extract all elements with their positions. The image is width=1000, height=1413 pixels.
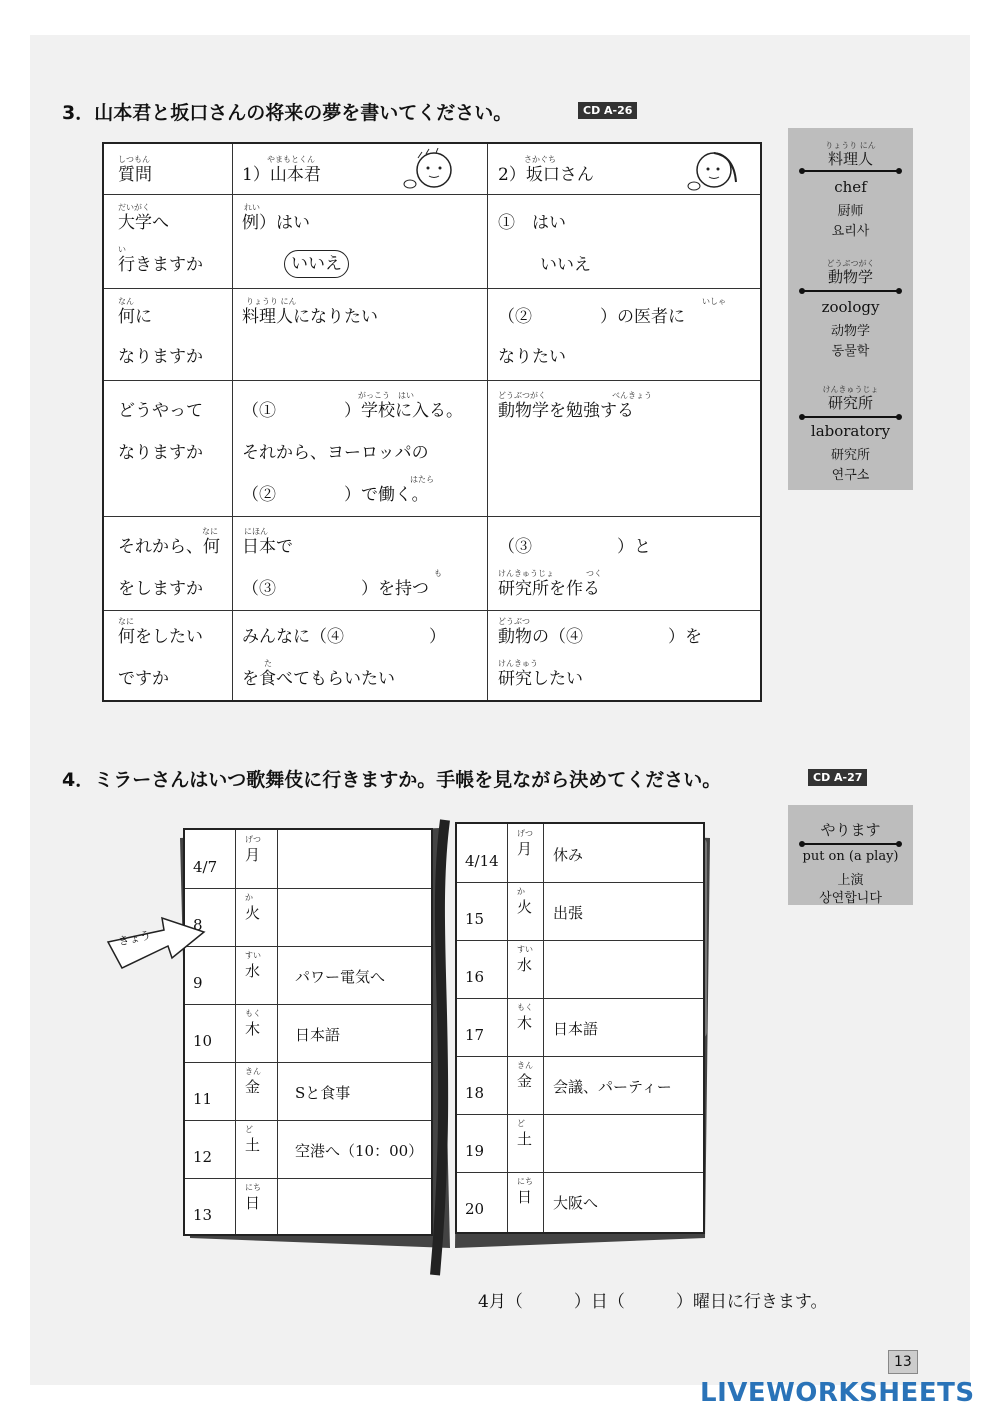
row5-question-line2: ですか (118, 669, 169, 689)
row2-question-line2: なりますか (118, 347, 203, 367)
cd-track-badge: CD A-26 (578, 102, 637, 119)
planner-weekday: 月 (245, 846, 261, 864)
planner-date: 17 (465, 1026, 485, 1044)
planner-day-ruby: すい (517, 945, 533, 954)
row3-sakaguchi-answer: 動物学を勉強する (498, 401, 634, 421)
planner-weekday: 月 (517, 840, 533, 858)
planner-note: 大阪へ (553, 1194, 599, 1212)
row5-yamamoto-blank[interactable]: みんなに（④ ） (242, 627, 446, 647)
planner-weekday: 水 (245, 962, 261, 980)
row4-yamamoto-blank[interactable]: （③ ）を持つ (242, 579, 429, 599)
row5-sakaguchi-blank[interactable]: 動物の（④ ）を (498, 627, 702, 647)
planner-date: 18 (465, 1084, 485, 1102)
row2-sakaguchi-line2: なりたい (498, 347, 566, 367)
row5-question-line1: 何をしたい (118, 627, 203, 647)
planner-left-page (183, 828, 433, 1236)
planner-date: 4/7 (193, 858, 218, 876)
row4-sakaguchi-line2: 研究所を作る (498, 579, 600, 599)
planner-day-ruby: ど (517, 1119, 525, 1128)
row1-sakaguchi-option-iie[interactable]: いいえ (540, 255, 591, 275)
row2-sakaguchi-blank[interactable]: （② ）の医者に (498, 307, 685, 327)
planner-weekday: 木 (245, 1020, 261, 1038)
planner-day-ruby: すい (245, 951, 261, 960)
row5-sakaguchi-line2: 研究したい (498, 669, 583, 689)
boy-face-icon (396, 148, 478, 194)
planner-date: 12 (193, 1148, 213, 1166)
planner-date: 4/14 (465, 852, 499, 870)
planner-note: 出張 (553, 904, 584, 922)
planner-day-ruby: もく (517, 1003, 533, 1012)
vocab-word-chef: 料理人 (827, 150, 873, 168)
vocab-sidebar-2: やります put on (a play) 上演 상연합니다 (788, 805, 913, 905)
planner-note: Sと食事 (295, 1084, 351, 1102)
planner-note: パワー電気へ (295, 968, 386, 986)
header-yamamoto: 1）山本君 (242, 165, 321, 185)
row3-yamamoto-blank-2[interactable]: （② ）で働く。 (242, 485, 429, 505)
today-label: きょう (117, 928, 153, 949)
planner-weekday: 日 (245, 1194, 261, 1212)
planner-day-ruby: か (517, 887, 525, 896)
planner-note: 空港へ（10：00） (295, 1142, 424, 1160)
planner-day-ruby: きん (245, 1067, 261, 1076)
row3-yamamoto-line2: それから、ヨーロッパの (242, 443, 429, 463)
planner-day-ruby: きん (517, 1061, 533, 1070)
row1-question-line2: 行きますか (118, 255, 203, 275)
planner-weekday: 火 (245, 904, 261, 922)
planner-day-ruby: にち (245, 1183, 261, 1192)
vocab-word-zoology: 動物学 (827, 268, 873, 286)
row3-question-line1: どうやって (118, 401, 203, 421)
row1-sakaguchi-option-hai[interactable]: ① はい (498, 213, 566, 233)
planner-day-ruby: にち (517, 1177, 533, 1186)
row4-yamamoto-line1: 日本で (242, 537, 293, 557)
row5-yamamoto-line2: を食べてもらいたい (242, 669, 395, 689)
row4-question-line2: をしますか (118, 579, 203, 599)
planner-date: 13 (193, 1206, 213, 1224)
planner-day-ruby: か (245, 893, 253, 902)
planner-day-ruby: げつ (517, 829, 533, 838)
planner-date: 16 (465, 968, 485, 986)
planner-day-ruby: げつ (245, 835, 261, 844)
planner-date: 15 (465, 910, 485, 928)
question-3-title: 3．山本君と坂口さんの将来の夢を書いてください。 (62, 102, 513, 124)
planner-date: 9 (193, 974, 203, 992)
vocab-sidebar: りょうり にん 料理人 chef 厨师 요리사 どうぶつがく 動物学 zoology 动物学 동물학 けんきゅうじょ 研究所 laboratory 研究所 연구소 (788, 128, 913, 490)
row3-yamamoto-blank-1[interactable]: （① ）学校に入る。 (242, 401, 463, 421)
question-4-title: 4．ミラーさんはいつ歌舞伎に行きますか。手帳を見ながら決めてください。 (62, 769, 722, 791)
planner-weekday: 土 (517, 1130, 533, 1148)
planner-right-page (455, 822, 705, 1234)
girl-face-icon (674, 148, 756, 194)
planner-weekday: 金 (517, 1072, 533, 1090)
header-sakaguchi: 2）坂口さん (498, 165, 594, 185)
planner-note: 日本語 (553, 1020, 599, 1038)
planner-note: 日本語 (295, 1026, 341, 1044)
planner-day-ruby: もく (245, 1009, 261, 1018)
page-number: 13 (888, 1350, 918, 1374)
planner-note: 会議、パーティー (553, 1078, 672, 1096)
planner-date: 19 (465, 1142, 485, 1160)
liveworksheets-logo: LIVEWORKSHEETS (700, 1378, 975, 1408)
planner-date: 8 (193, 916, 203, 934)
row3-question-line2: なりますか (118, 443, 203, 463)
planner-weekday: 金 (245, 1078, 261, 1096)
planner-weekday: 火 (517, 898, 533, 916)
header-question: 質問 (118, 165, 152, 185)
row2-question-line1: 何に (118, 307, 152, 327)
planner-weekday: 土 (245, 1136, 261, 1154)
planner-date: 11 (193, 1090, 213, 1108)
answer-line[interactable]: 4月（ ）日（ ）曜日に行きます。 (478, 1292, 828, 1312)
planner-date: 10 (193, 1032, 213, 1050)
row1-yamamoto-circled-answer: いいえ (284, 250, 349, 278)
planner-weekday: 水 (517, 956, 533, 974)
bookmark-ribbon-icon (425, 815, 465, 1285)
row2-yamamoto-answer: 料理人になりたい (242, 307, 378, 327)
vocab-word-laboratory: 研究所 (827, 394, 873, 412)
planner-weekday: 日 (517, 1188, 533, 1206)
row4-sakaguchi-blank[interactable]: （③ ）と (498, 537, 651, 557)
dream-table: しつもん 質問 やまもとくん 1）山本君 さかぐち 2）坂口さん だいがく 大学へ い 行きますか れい 例）はい いいえ ① はい いいえ なん 何に なりますか りょうり にん 料理人になりたい いしゃ （② ）の医者に なりたい どうやって なりますか がっこう はい （① ）学校に入る。 それから、ヨーロッパの はたら （② ）で働く。 どうぶつがく べんきょう 動物学を勉強する なに それから、何 をしますか にほん 日本で も （③ ）を持つ （③ ）と けんきゅうじょ つく 研究所を作る なに 何をしたい ですか みんなに（④ ） た を食べてもらいたい どうぶつ 動物の（④ ）を けんきゅう 研究したい (102, 142, 762, 702)
row1-yamamoto-example: 例）はい (242, 213, 310, 233)
row4-question-line1: それから、何 (118, 537, 220, 557)
planner-date: 20 (465, 1200, 485, 1218)
planner-weekday: 木 (517, 1014, 533, 1032)
planner-day-ruby: ど (245, 1125, 253, 1134)
planner-note: 休み (553, 846, 584, 864)
cd-track-badge-2: CD A-27 (808, 769, 867, 786)
row1-question-line1: 大学へ (118, 213, 169, 233)
